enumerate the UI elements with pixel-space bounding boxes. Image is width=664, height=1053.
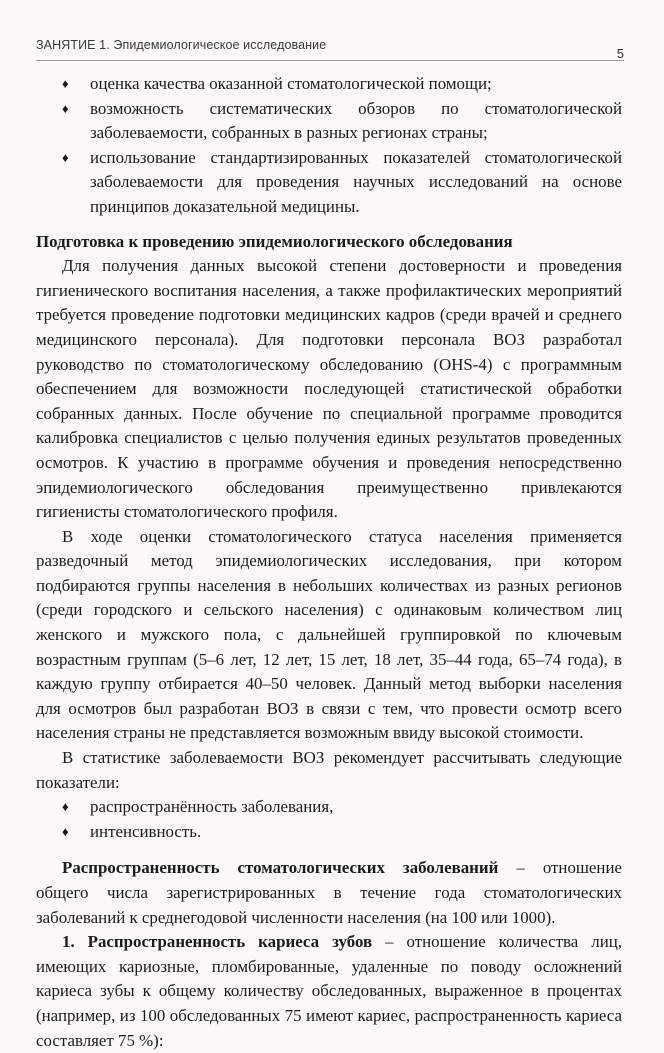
bullet-list-indicators [36,795,622,844]
running-head: ЗАНЯТИЕ 1. Эпидемиологическое исследование [36,38,327,52]
bullet-icon: ♦ [62,100,69,116]
page-body [36,72,622,1053]
bullet-icon: ♦ [62,799,69,815]
bullet-list-goals [36,72,622,220]
definition-term: Распространенность стоматологических заболеваний [62,858,499,878]
paragraph-training: Для получения данных высокой степени достоверности и проведения гигиенического воспитания населения, а также профилактических мероприятий требуется проведение подготовки медицинских кадров (среди врачей и среднего медицинского персонала). Для подготовки персонала ВОЗ разработал руководство по стоматологическому обследованию (OHS-4) с программным обеспечением для возможности последующей статистической обработки собранных данных. После обучение по специальной программе проводится калибровка специалистов с целью получения единых результатов проведенных осмотров. К участию в программе обучения и проведения непосредственно эпидемиологического обследования преимущественно привлекаются гигиенисты стоматологического профиля. [36,256,622,522]
section-heading: Подготовка к проведению эпидемиологического обследования [36,231,513,251]
definition-term: 1. Распространенность кариеса зубов [62,932,373,952]
list-item: ♦ интенсивность. [36,820,622,845]
list-item: ♦ распространённость заболевания, [36,795,622,820]
definition-prevalence: Распространенность стоматологических заболеваний – отношение общего числа зарегистрированных в течение года стоматологических заболеваний к среднегодовой численности населения (на 100 или 1000). [36,858,622,927]
page-header [36,38,624,61]
definition-caries-prevalence: 1. Распространенность кариеса зубов – отношение количества лиц, имеющих кариозные, пломбированные, удаленные по поводу осложнений кариеса зубы к общему количеству обследованных, выраженное в процентах (например, из 100 обследованных 75 имеют кариес, распространенность кариеса составляет 75 %): [36,932,623,1050]
list-item: ♦ использование стандартизированных показателей стоматологической заболеваемости для проведения научных исследований на основе принципов доказательной медицины. [62,147,622,216]
list-item: ♦ оценка качества оказанной стоматологической помощи; [36,72,622,97]
bullet-icon: ♦ [62,76,69,91]
bullet-icon: ♦ [62,823,69,839]
paragraph-method: В ходе оценки стоматологического статуса населения применяется разведочный метод эпидемиологических исследования, при котором подбираются группы населения в небольших количествах из разных регионов (среди городского и сельского населения) с одинаковым количеством лиц женского и мужского пола, с дальнейшей группировкой по ключевым возрастным группам (5–6 лет, 12 лет, 15 лет, 18 лет, 35–44 года, 65–74 года), в каждую группу отбирается 40–50 человек. Данный метод выборки населения для осмотров был разработан ВОЗ в связи с тем, что провести осмотр всего населения страны не представляется возможным ввиду высокой стоимости. [36,526,622,743]
list-item: ♦ возможность систематических обзоров по стоматологической заболеваемости, собранных в разных регионах страны; [62,98,622,143]
bullet-icon: ♦ [62,149,69,165]
paragraph-indicators-intro: В статистике заболеваемости ВОЗ рекомендует рассчитывать следующие показатели: [36,748,622,792]
page-number: 5 [616,46,624,61]
